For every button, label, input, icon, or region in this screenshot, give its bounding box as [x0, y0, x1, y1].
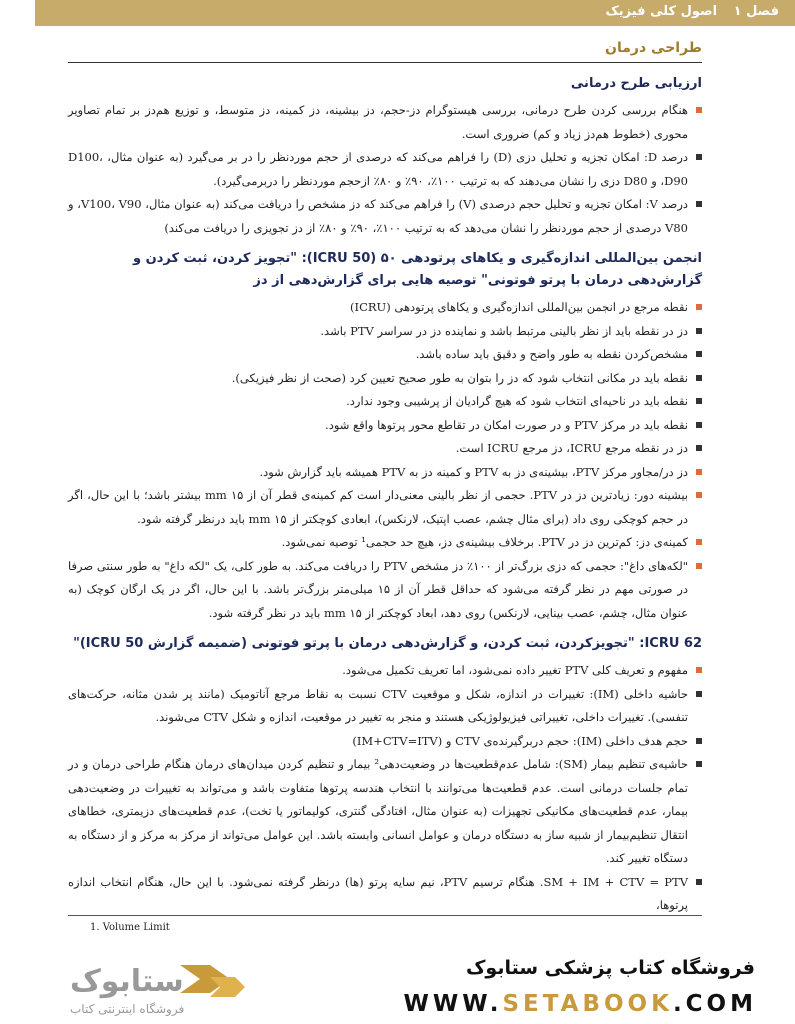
- bullet-icon: [696, 422, 702, 428]
- bullet-item: مشخص‌کردن نقطه به طور واضح و دقیق باید ساده باشد.: [68, 343, 702, 367]
- setabook-logo-icon: [60, 957, 250, 1019]
- bullet-item: هنگام بررسی کردن طرح درمانی، بررسی هیستوگرام دز-حجم، دز بیشینه، دز کمینه، دز متوسط، و توزیع هم‌دز بر تمام تصاویر محوری (خطوط هم‌دز زیاد و کم) ضروری است.: [68, 99, 702, 146]
- footnote-rule: [68, 915, 702, 916]
- bullet-icon: [696, 201, 702, 207]
- bullet-item: حاشیه‌ی تنظیم بیمار (SM): شامل عدم‌قطعیت‌ها در وضعیت‌دهی² بیمار و تنظیم کردن میدان‌های درمان هنگام طراحی درمان و در تمام جلسات درمانی است. عدم قطعیت‌ها می‌توانند با انتخاب هندسه پرتوها متفاوت باشد و می‌تواند به تغییرات در وضعیت‌دهی بیمار، عدم قطعیت‌های مکانیکی تجهیزات (به عنوان مثال، افتادگی گنتری، کولیماتور یا تخت)، عدم قطعیت‌های دزیمتری، خطاهای انتقال تنظیم‌بیمار از شبیه ساز به دستگاه درمان و عوامل انسانی وابسته باشد. این عوامل می‌تواند از مرکز به مرکز و از دستگاه به دستگاه تغییر کند.: [68, 753, 702, 871]
- shop-url[interactable]: WWW.SETABOOK.COM: [403, 991, 757, 1017]
- bullet-icon: [696, 539, 702, 545]
- bullet-icon: [696, 492, 702, 498]
- page-body: [68, 30, 702, 918]
- bullet-icon: [696, 328, 702, 334]
- section-rule: [68, 62, 702, 63]
- bullet-item: بیشینه دور: زیادترین دز در PTV. حجمی از نظر بالینی معنی‌دار است کم کمینه‌ی قطر آن از ۱۵ mm بیشتر باشد؛ با این حال، اگر در حجم کوچکی روی داد (برای مثال چشم، عصب اپتیک، لارنکس)، ابعادی کوچکتر از ۱۵ mm باید درنظر گرفته شود.: [68, 484, 702, 531]
- bullet-icon: [696, 879, 702, 885]
- bullet-item: دز در نقطه مرجع ICRU، دز مرجع ICRU است.: [68, 437, 702, 461]
- chapter-label: فصل ۱: [733, 4, 779, 19]
- bullet-icon: [696, 398, 702, 404]
- bullet-icon: [696, 563, 702, 569]
- bullet-icon: [696, 469, 702, 475]
- heading-plan-evaluation: ارزیابی طرح درمانی: [570, 76, 702, 91]
- bullet-icon: [696, 667, 702, 673]
- bullet-item: حجم هدف داخلی (IM): حجم دربرگیرنده‌ی CTV و (IM+CTV=ITV): [68, 730, 702, 754]
- bullet-item: نقطه مرجع در انجمن بین‌المللی اندازه‌گیری و یکاهای پرتودهی (ICRU): [68, 296, 702, 320]
- bullet-icon: [696, 154, 702, 160]
- bullet-item: دز در نقطه باید از نظر بالینی مرتبط باشد و نماینده دز در سراسر PTV باشد.: [68, 320, 702, 344]
- bullet-item: "لکه‌های داغ": حجمی که دزی بزرگ‌تر از ۱۰۰٪ دز مشخص PTV را دریافت می‌کند. به طور کلی، یک "لکه داغ" به طور سنتی صرفا در صورتی مهم در نظر گرفته می‌شود که حداقل قطر آن از ۱۵ میلی‌متر بزرگ‌تر باشد. با این حال، اگر در یک ارگان کوچک (به عنوان مثال، چشم، عصب بینایی، لارنکس) روی دهد، ابعاد کوچکتر از ۱۵ mm باید در نظر گرفته شود.: [68, 555, 702, 626]
- bullet-icon: [696, 761, 702, 767]
- heading-icru50: انجمن بین‌المللی اندازه‌گیری و یکاهای پرتودهی ۵۰ (ICRU 50): "تجویز کردن، ثبت کردن و گزارش‌دهی درمان با پرتو فوتونی" توصیه هایی برای گزارش‌دهی از دز: [133, 251, 702, 288]
- bullet-item: مفهوم و تعریف کلی PTV تغییر داده نمی‌شود، اما تعریف تکمیل می‌شود.: [68, 659, 702, 683]
- bullet-item: نقطه باید در مرکز PTV و در صورت امکان در تقاطع محور پرتوها واقع شود.: [68, 414, 702, 438]
- chapter-name: اصول کلی فیزیک: [605, 4, 718, 19]
- footnote: 1. Volume Limit: [90, 922, 170, 933]
- bullet-item: نقطه باید در ناحیه‌ای انتخاب شود که هیچ گرادیان از پرشیبی وجود ندارد.: [68, 390, 702, 414]
- bullet-icon: [696, 691, 702, 697]
- bullet-icon: [696, 107, 702, 113]
- bullet-item: SM + IM + CTV = PTV. هنگام ترسیم PTV، نیم سایه پرتو (ها) درنظر گرفته نمی‌شود. با این حال، هنگام انتخاب اندازه پرتوها،: [68, 871, 702, 918]
- bullet-item: نقطه باید در مکانی انتخاب شود که دز را بتوان به طور صحیح تعیین کرد (صحت از نظر فیزیکی).: [68, 367, 702, 391]
- svg-text:ستابوک: ستابوک: [70, 964, 184, 999]
- bullet-item: حاشیه داخلی (IM): تغییرات در اندازه، شکل و موقعیت CTV نسبت به نقاط مرجع آناتومیک (مانند پر شدن مثانه، حرکت‌های تنفسی). تغییرات داخلی، تغییراتی فیزیولوژیکی هستند و منجر به تغییر در موقعیت، اندازه و شکل CTV می‌شوند.: [68, 683, 702, 730]
- bullet-icon: [696, 304, 702, 310]
- bullet-item: درصد D: امکان تجزیه و تحلیل دزی (D) را فراهم می‌کند که درصدی از حجم موردنظر را در بر می‌گیرد (به عنوان مثال، D100، D90، و D80 دزی را نشان می‌دهند که به ترتیب ۱۰۰٪، ۹۰٪ و ۸۰٪ ازحجم موردنظر را دربرمی‌گیرد).: [68, 146, 702, 193]
- publisher-banner: [0, 945, 795, 1024]
- bullet-icon: [696, 375, 702, 381]
- section-title: طراحی درمان: [605, 40, 702, 56]
- bullet-item: درصد V: امکان تجزیه و تحلیل حجم درصدی (V) را فراهم می‌کند که دز مشخص را دریافت می‌کند (به عنوان مثال، V100، V90، و V80 درصدی از حجم موردنظر را نشان می‌دهد که به ترتیب ۱۰۰٪، ۹۰٪ و ۸۰٪ از دز تجویزی را دریافت می‌کند): [68, 193, 702, 240]
- svg-text:فروشگاه اینترنتی کتاب: فروشگاه اینترنتی کتاب: [70, 1002, 185, 1016]
- bullet-item: دز در/مجاور مرکز PTV، بیشینه‌ی دز به PTV و کمینه دز به PTV همیشه باید گزارش شود.: [68, 461, 702, 485]
- bullet-icon: [696, 445, 702, 451]
- shop-name: فروشگاه کتاب پزشکی ستابوک: [465, 957, 755, 979]
- heading-icru62: ICRU 62: "تجویزکردن، ثبت کردن، و گزارش‌دهی درمان با پرتو فوتونی (ضمیمه گزارش ICRU 50)": [73, 636, 702, 651]
- chapter-title: [605, 4, 779, 19]
- bullet-item: کمینه‌ی دز: کم‌ترین دز در PTV. برخلاف بیشینه‌ی دز، هیچ حد حجمی¹ توصیه نمی‌شود.: [68, 531, 702, 555]
- page-header: [0, 0, 795, 30]
- bullet-icon: [696, 351, 702, 357]
- bullet-icon: [696, 738, 702, 744]
